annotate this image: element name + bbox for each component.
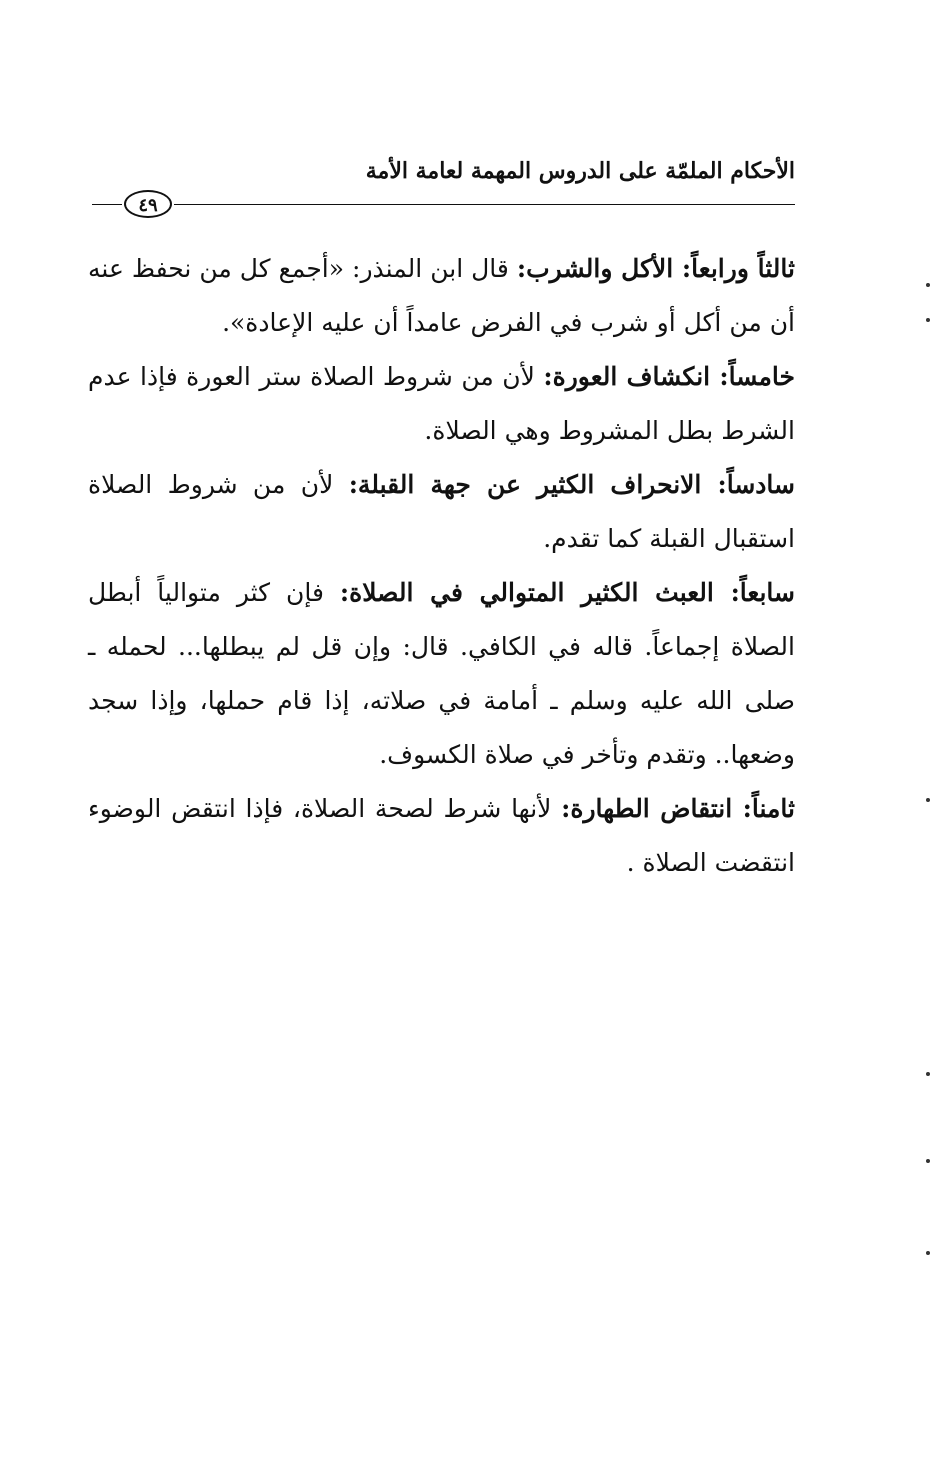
paragraph-text: قال ابن المنذر: «أجمع كل من نحفظ عنه أن من أكل أو شرب في الفرض عامداً أن عليه الإعادة». [88, 254, 795, 337]
paragraph-4 [88, 566, 795, 782]
scan-mark [926, 1251, 930, 1255]
paragraph-text: فإن كثر متوالياً أبطل الصلاة إجماعاً. قاله في الكافي. قال: وإن قل لم يبطلها... لحمله ـ صلى الله عليه وسلم ـ أمامة في صلاته، إذا قام حملها، وإذا سجد وضعها.. وتقدم وتأخر في صلاة الكسوف. [88, 578, 795, 769]
paragraph-5 [88, 782, 795, 890]
running-title: الأحكام الملمّة على الدروس المهمة لعامة الأمة [365, 158, 795, 184]
paragraph-label: سادساً: الانحراف الكثير عن جهة القبلة: [348, 470, 795, 499]
paragraph-1 [88, 242, 795, 350]
page-number: ٤٩ [124, 190, 172, 218]
scan-mark [926, 1159, 930, 1163]
paragraph-label: ثالثاً ورابعاً: الأكل والشرب: [516, 254, 795, 283]
page-header [92, 158, 795, 228]
header-rule-left [92, 204, 122, 205]
paragraph-3 [88, 458, 795, 566]
paragraph-label: خامساً: انكشاف العورة: [543, 362, 795, 391]
paragraph-2 [88, 350, 795, 458]
paragraph-text: لأنها شرط لصحة الصلاة، فإذا انتقض الوضوء انتقضت الصلاة . [88, 794, 795, 877]
scan-margin-marks [921, 0, 933, 1461]
paragraph-label: ثامناً: انتقاض الطهارة: [561, 794, 795, 823]
paragraph-text: لأن من شروط الصلاة استقبال القبلة كما تقدم. [88, 470, 795, 553]
scan-mark [926, 798, 930, 802]
paragraph-label: سابعاً: العبث الكثير المتوالي في الصلاة: [339, 578, 795, 607]
body-text [88, 242, 795, 890]
header-rule-right [174, 204, 795, 205]
scan-mark [926, 318, 930, 322]
paragraph-text: لأن من شروط الصلاة ستر العورة فإذا عدم الشرط بطل المشروط وهي الصلاة. [88, 362, 795, 445]
scan-mark [926, 1072, 930, 1076]
scan-mark [926, 283, 930, 287]
